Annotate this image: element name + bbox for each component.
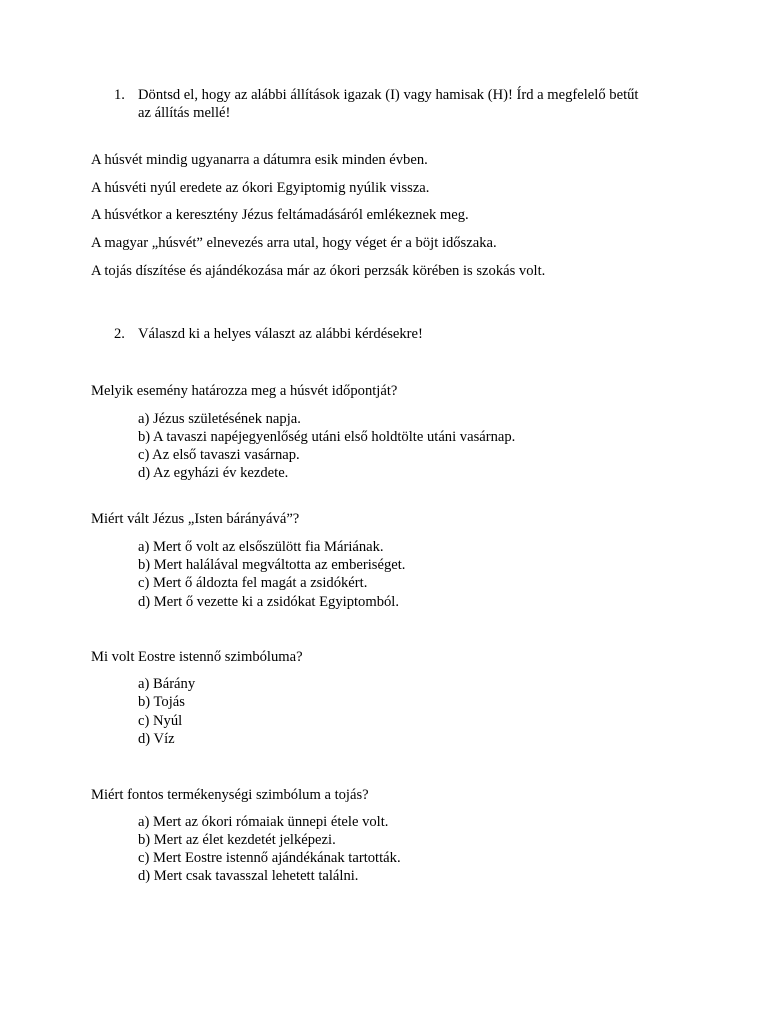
question-3-option-a: a) Bárány [138, 676, 196, 692]
question-4: Miért fontos termékenységi szimbólum a tojás? [91, 787, 369, 803]
task2-instruction: Válaszd ki a helyes választ az alábbi kérdésekre! [138, 326, 423, 342]
statement-4: A magyar „húsvét” elnevezés arra utal, hogy véget ér a böjt időszaka. [91, 235, 497, 251]
question-4-option-c: c) Mert Eostre istennő ajándékának tartották. [138, 850, 401, 866]
question-1: Melyik esemény határozza meg a húsvét időpontját? [91, 383, 398, 399]
statement-3: A húsvétkor a keresztény Jézus feltámadásáról emlékeznek meg. [91, 207, 469, 223]
question-3-option-c: c) Nyúl [138, 713, 183, 729]
question-2-option-a: a) Mert ő volt az elsőszülött fia Máriának. [138, 539, 384, 555]
statement-2: A húsvéti nyúl eredete az ókori Egyiptomig nyúlik vissza. [91, 180, 430, 196]
question-1-option-c: c) Az első tavaszi vasárnap. [138, 447, 300, 463]
question-1-option-d: d) Az egyházi év kezdete. [138, 465, 289, 481]
question-4-option-b: b) Mert az élet kezdetét jelképezi. [138, 832, 336, 848]
question-4-option-d: d) Mert csak tavasszal lehetett találni. [138, 868, 359, 884]
statement-5: A tojás díszítése és ajándékozása már az ókori perzsák körében is szokás volt. [91, 263, 546, 279]
task1-instruction-line2: az állítás mellé! [138, 105, 231, 121]
task1-instruction-line1: Döntsd el, hogy az alábbi állítások igazak (I) vagy hamisak (H)! Írd a megfelelő betűt [138, 87, 639, 103]
question-2-option-b: b) Mert halálával megváltotta az emberiséget. [138, 557, 406, 573]
question-2: Miért vált Jézus „Isten bárányává”? [91, 511, 300, 527]
question-3: Mi volt Eostre istennő szimbóluma? [91, 649, 303, 665]
statement-1: A húsvét mindig ugyanarra a dátumra esik minden évben. [91, 152, 428, 168]
question-1-option-b: b) A tavaszi napéjegyenlőség utáni első holdtölte utáni vasárnap. [138, 429, 516, 445]
question-1-option-a: a) Jézus születésének napja. [138, 411, 301, 427]
task1-number: 1. [114, 87, 125, 103]
question-2-option-c: c) Mert ő áldozta fel magát a zsidókért. [138, 575, 368, 591]
question-3-option-b: b) Tojás [138, 694, 185, 710]
question-4-option-a: a) Mert az ókori rómaiak ünnepi étele volt. [138, 814, 389, 830]
task2-number: 2. [114, 326, 125, 342]
question-3-option-d: d) Víz [138, 731, 175, 747]
question-2-option-d: d) Mert ő vezette ki a zsidókat Egyiptomból. [138, 594, 399, 610]
